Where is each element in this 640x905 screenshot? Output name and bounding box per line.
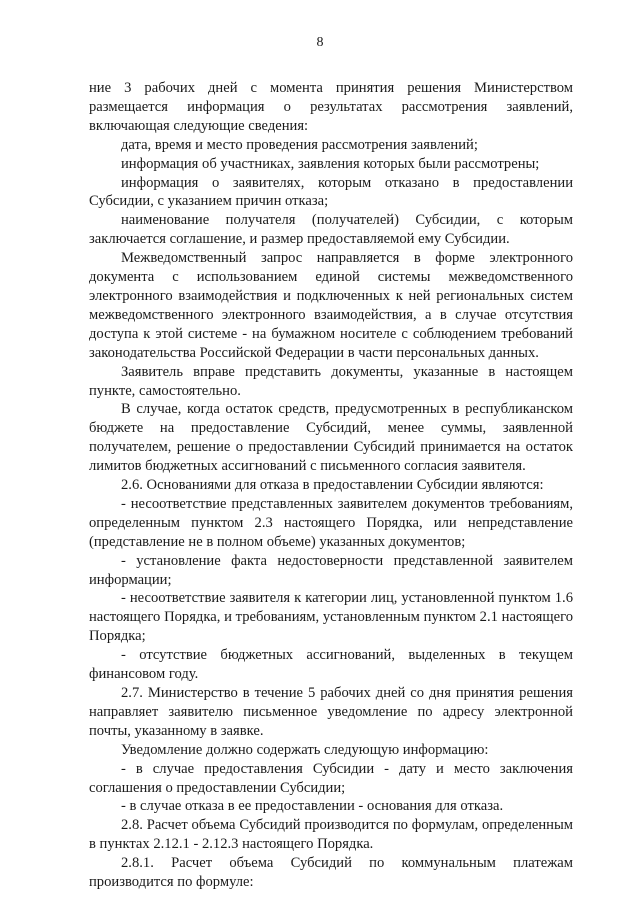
paragraph: 2.8. Расчет объема Субсидий производится по формулам, определенным в пунктах 2.12.1 - 2.12.3 настоящего Порядка.: [89, 817, 573, 853]
document-body: [89, 79, 573, 892]
paragraph: 2.6. Основаниями для отказа в предоставлении Субсидии являются:: [121, 477, 544, 494]
paragraph: 2.8.1. Расчет объема Субсидий по коммунальным платежам производится по формуле:: [89, 855, 573, 891]
page-number: 8: [316, 35, 324, 50]
paragraph: 2.7. Министерство в течение 5 рабочих дней со дня принятия решения направляет заявителю письменное уведомление по адресу электронной почты, указанному в заявке.: [89, 685, 573, 739]
paragraph: - установление факта недостоверности представленной заявителем информации;: [89, 552, 573, 588]
paragraph: - отсутствие бюджетных ассигнований, выделенных в текущем финансовом году.: [89, 647, 573, 683]
paragraph: наименование получателя (получателей) Субсидии, с которым заключается соглашение, и размер предоставляемой ему Субсидии.: [89, 212, 573, 248]
paragraph: информация об участниках, заявления которых были рассмотрены;: [121, 155, 540, 172]
paragraph: Заявитель вправе представить документы, указанные в настоящем пункте, самостоятельно.: [89, 363, 573, 399]
paragraph: - в случае предоставления Субсидии - дату и место заключения соглашения о предоставлении Субсидии;: [89, 760, 573, 796]
paragraph: - в случае отказа в ее предоставлении - основания для отказа.: [121, 798, 504, 815]
paragraph: ние 3 рабочих дней с момента принятия решения Министерством размещается информация о результатах рассмотрения заявлений, включающая следующие сведения:: [89, 80, 573, 134]
paragraph: Межведомственный запрос направляется в форме электронного документа с использованием единой системы межведомственного электронного взаимодействия и подключенных к ней региональных систем межведомственного электронного взаимодействия, а в случае отсутствия доступа к этой системе - на бумажном носителе с соблюдением требований законодательства Российской Федерации в части персональных данных.: [89, 250, 573, 361]
paragraph: дата, время и место проведения рассмотрения заявлений;: [121, 136, 478, 153]
paragraph: В случае, когда остаток средств, предусмотренных в республиканском бюджете на предоставление Субсидий, менее суммы, заявленной получателем, решение о предоставлении Субсидий принимается на остаток лимитов бюджетных ассигнований с письменного согласия заявителя.: [89, 401, 573, 475]
paragraph: Уведомление должно содержать следующую информацию:: [121, 741, 489, 758]
paragraph: - несоответствие заявителя к категории лиц, установленной пунктом 1.6 настоящего Порядка, и требованиям, установленным пунктом 2.1 настоящего Порядка;: [89, 590, 573, 645]
paragraph: - несоответствие представленных заявителем документов требованиям, определенным пунктом 2.3 настоящего Порядка, или непредставление (представление не в полном объеме) указанных документов;: [89, 495, 573, 550]
paragraph: информация о заявителях, которым отказано в предоставлении Субсидии, с указанием причин отказа;: [89, 174, 573, 210]
